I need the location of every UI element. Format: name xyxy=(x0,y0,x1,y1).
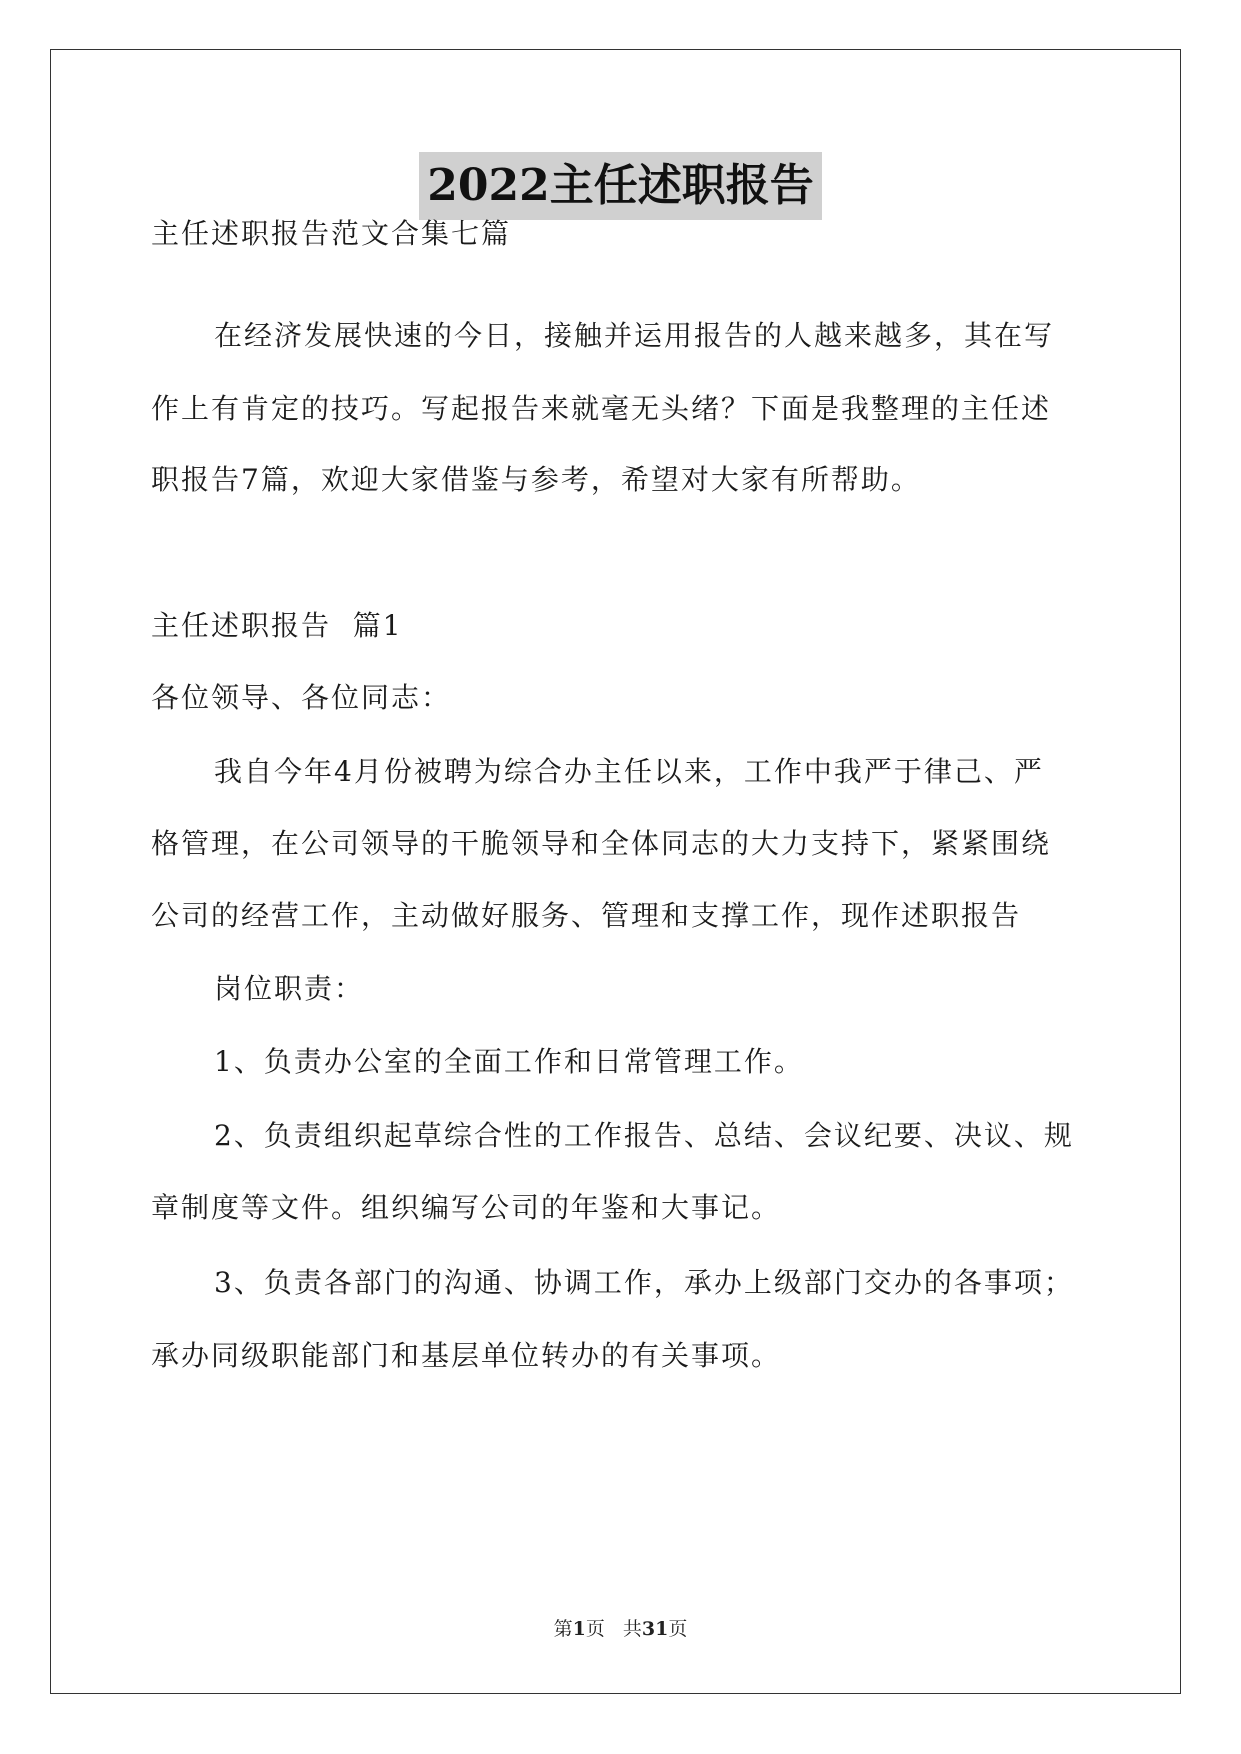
total-suffix: 页 xyxy=(668,1618,688,1640)
page-border xyxy=(50,49,1181,1694)
document-title: 2022主任述职报告 xyxy=(419,152,821,220)
total-pages: 31 xyxy=(641,1618,669,1640)
document-subtitle: 主任述职报告范文合集七篇 xyxy=(151,217,512,250)
page-prefix: 第 xyxy=(553,1618,573,1640)
body-line-2: 格管理，在公司领导的干脆领导和全体同志的大力支持下，紧紧围绕 xyxy=(151,827,1052,860)
page-footer xyxy=(0,1614,1241,1641)
page-suffix: 页 xyxy=(585,1618,605,1640)
section-heading: 主任述职报告 篇1 xyxy=(151,609,403,642)
body-line-5: 1、负责办公室的全面工作和日常管理工作。 xyxy=(214,1045,804,1078)
body-line-3: 公司的经营工作，主动做好服务、管理和支撑工作，现作述职报告 xyxy=(151,899,1022,932)
body-line-7: 章制度等文件。组织编写公司的年鉴和大事记。 xyxy=(151,1191,782,1224)
body-line-8: 3、负责各部门的沟通、协调工作，承办上级部门交办的各事项； xyxy=(214,1266,1074,1299)
page-number: 1 xyxy=(572,1618,586,1640)
body-line-6: 2、负责组织起草综合性的工作报告、总结、会议纪要、决议、规 xyxy=(214,1119,1074,1152)
intro-line-3: 职报告7篇，欢迎大家借鉴与参考，希望对大家有所帮助。 xyxy=(151,463,921,496)
title-container xyxy=(0,152,1241,220)
intro-line-1: 在经济发展快速的今日，接触并运用报告的人越来越多，其在写 xyxy=(214,319,1055,352)
salutation: 各位领导、各位同志： xyxy=(151,681,452,714)
body-line-4: 岗位职责： xyxy=(214,972,365,1005)
body-line-9: 承办同级职能部门和基层单位转办的有关事项。 xyxy=(151,1339,782,1372)
body-line-1: 我自今年4月份被聘为综合办主任以来，工作中我严于律己、严 xyxy=(214,755,1044,788)
intro-line-2: 作上有肯定的技巧。写起报告来就毫无头绪？下面是我整理的主任述 xyxy=(151,392,1052,425)
total-prefix: 共 xyxy=(622,1618,642,1640)
